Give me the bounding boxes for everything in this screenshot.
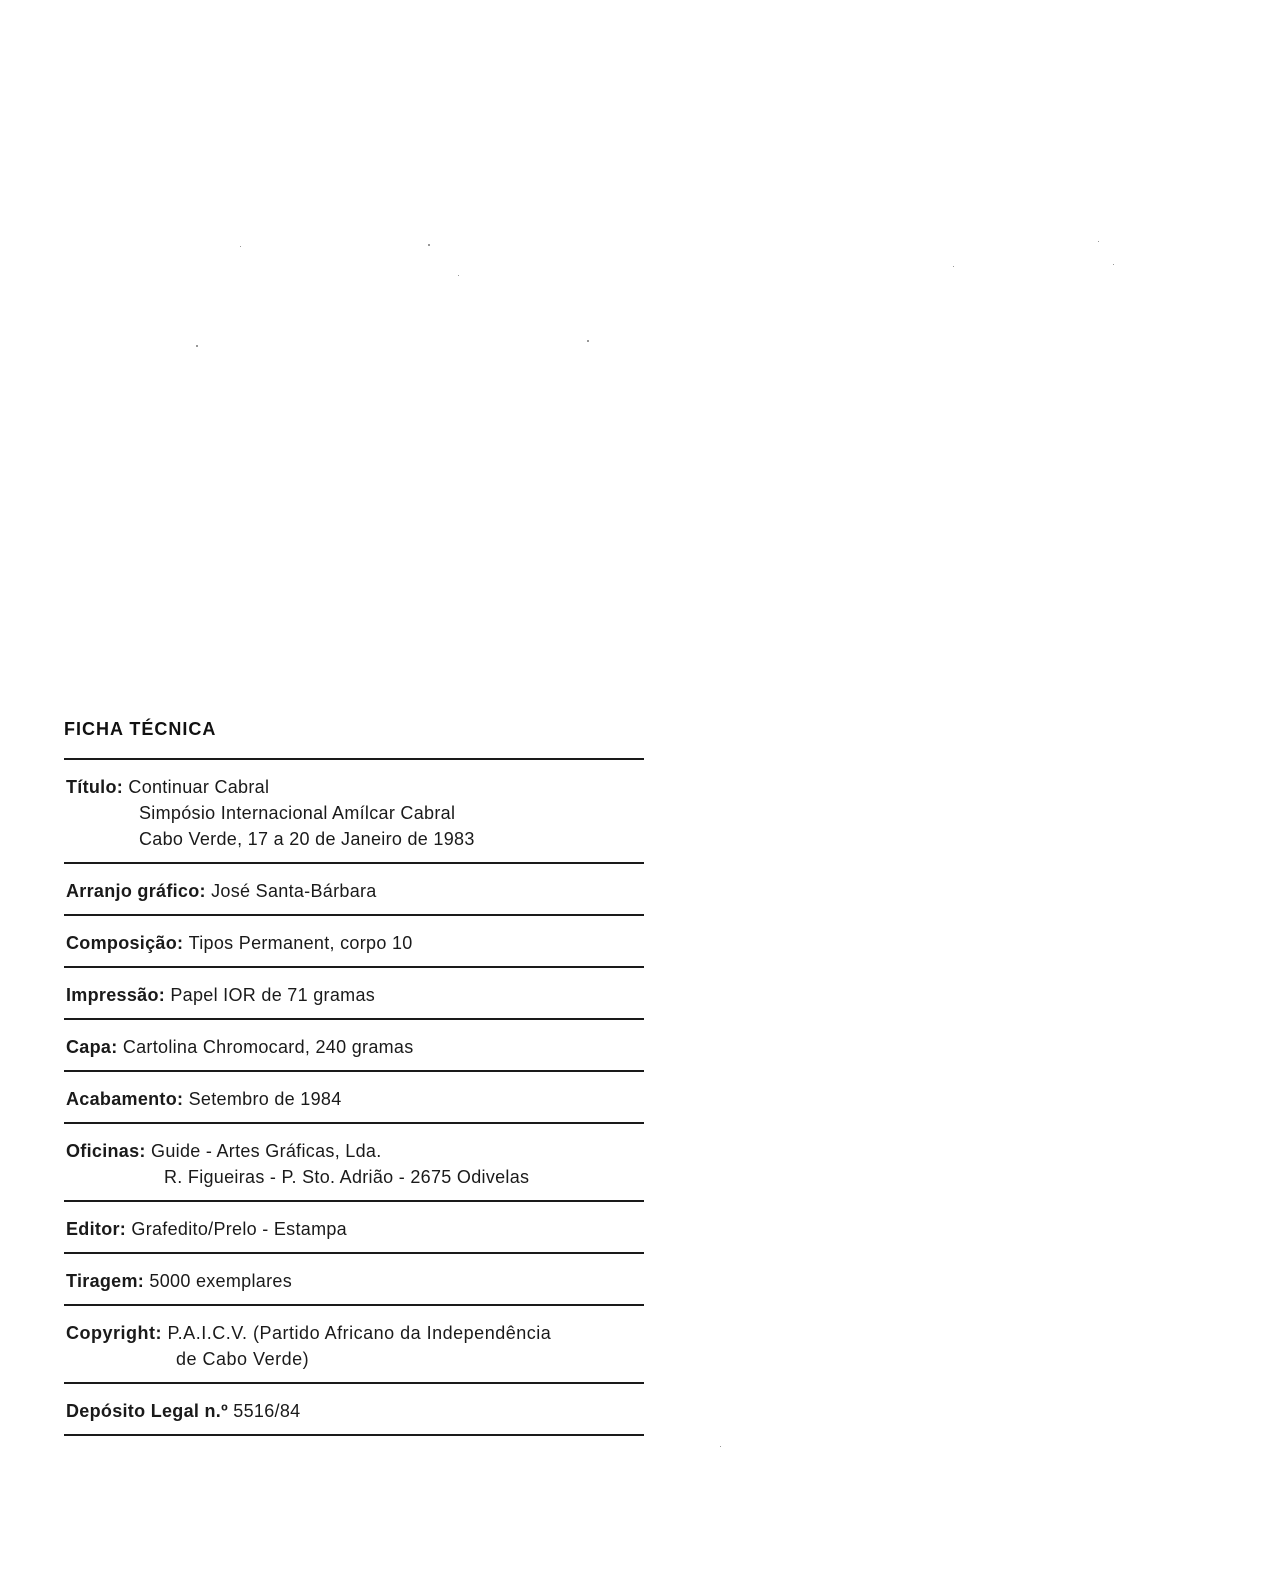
entry-copyright xyxy=(64,1306,644,1382)
entry-capa xyxy=(64,1020,644,1070)
entry-label: Tiragem: xyxy=(66,1271,150,1291)
speck xyxy=(1098,241,1099,242)
entry-value: Tipos Permanent, corpo 10 xyxy=(188,933,413,953)
entry-value: José Santa-Bárbara xyxy=(211,881,377,901)
entry-value: 5000 exemplares xyxy=(149,1271,292,1291)
entry-label: Editor: xyxy=(66,1219,132,1239)
speck xyxy=(587,340,589,342)
entry-oficinas xyxy=(64,1124,644,1200)
speck xyxy=(240,246,241,247)
entry-value-continuation: de Cabo Verde) xyxy=(176,1349,310,1369)
entry-editor xyxy=(64,1202,644,1252)
entry-value-continuation: R. Figueiras - P. Sto. Adrião - 2675 Odivelas xyxy=(164,1167,530,1187)
entry-value: Continuar Cabral xyxy=(128,777,270,797)
ficha-tecnica-table xyxy=(64,758,644,1436)
entry-value-continuation: Cabo Verde, 17 a 20 de Janeiro de 1983 xyxy=(139,829,475,849)
entry-deposito xyxy=(64,1384,644,1434)
page-title: FICHA TÉCNICA xyxy=(64,719,217,739)
entry-value: Papel IOR de 71 gramas xyxy=(170,985,376,1005)
entry-label: Capa: xyxy=(66,1037,123,1057)
speck xyxy=(458,275,459,276)
entry-value: Guide - Artes Gráficas, Lda. xyxy=(151,1141,382,1161)
entry-value: 5516/84 xyxy=(233,1401,301,1421)
speck xyxy=(196,345,198,347)
divider xyxy=(64,1434,644,1436)
entry-label: Composição: xyxy=(66,933,189,953)
entry-label: Acabamento: xyxy=(66,1089,189,1109)
entry-impressao xyxy=(64,968,644,1018)
entry-composicao xyxy=(64,916,644,966)
entry-label: Oficinas: xyxy=(66,1141,152,1161)
entry-label: Título: xyxy=(66,777,129,797)
entry-value: Cartolina Chromocard, 240 gramas xyxy=(122,1037,414,1057)
entry-label: Depósito Legal n.º xyxy=(66,1401,234,1421)
entry-arranjo xyxy=(64,864,644,914)
entry-label: Copyright: xyxy=(66,1323,168,1343)
speck xyxy=(1113,264,1114,265)
entry-value: P.A.I.C.V. (Partido Africano da Independência xyxy=(167,1323,552,1343)
entry-label: Arranjo gráfico: xyxy=(66,881,212,901)
speck xyxy=(720,1446,721,1447)
entry-value: Setembro de 1984 xyxy=(188,1089,342,1109)
entry-value: Grafedito/Prelo - Estampa xyxy=(131,1219,347,1239)
speck xyxy=(428,244,430,246)
entry-value-continuation: Simpósio Internacional Amílcar Cabral xyxy=(139,803,456,823)
entry-acabamento xyxy=(64,1072,644,1122)
entry-tiragem xyxy=(64,1254,644,1304)
speck xyxy=(953,266,954,267)
entry-label: Impressão: xyxy=(66,985,171,1005)
entry-titulo xyxy=(64,760,644,862)
